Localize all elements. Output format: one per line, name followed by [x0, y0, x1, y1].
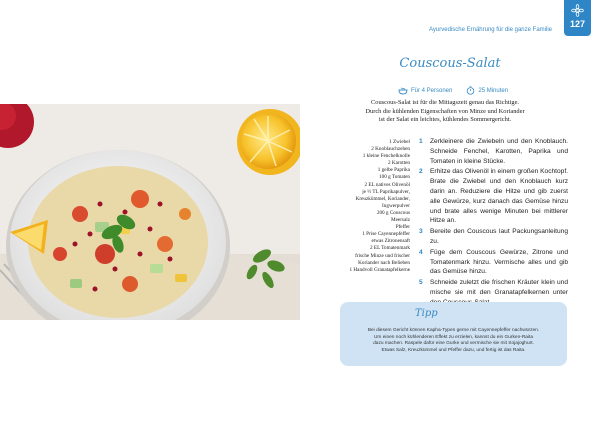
step-item: [419, 137, 568, 166]
time-label: 25 Minuten: [478, 87, 509, 94]
recipe-title: Couscous-Salat: [399, 56, 501, 71]
step-text: Zerkleinere die Zwiebeln und den Knoblauch. Schneide Fenchel, Karotten, Paprika und Tomaten in kleine Stücke.: [430, 138, 568, 165]
intro-line: ist der Salat ein leichtes, kühlendes Sommergericht.: [378, 116, 512, 124]
mandala-icon: [571, 4, 584, 17]
step-text: Erhitze das Olivenöl in einem großen Kochtopf. Brate die Zwiebel und den Knoblauch kurz darin an. Reduziere die Hitze und gib zuerst alle Gewürze, kurz danach das Gemüse hinzu und brate alles wenige Minuten bei mittlerer Hitze an.: [430, 168, 568, 225]
bowl-icon: [398, 87, 408, 95]
recipe-meta: [398, 86, 508, 95]
ingredient-item: Koriander nach Belieben: [358, 259, 410, 266]
instruction-steps: [419, 137, 568, 309]
ingredient-item: 1 Handvoll Granatapfelkerne: [349, 266, 410, 273]
step-number: 4: [419, 248, 423, 256]
intro-line: Durch die kühlenden Eigenschaften von Minze und Koriander: [365, 107, 525, 115]
ingredient-list: [340, 139, 410, 274]
tip-line: Etwas Salz, Kreuzkümmel und Pfeffer dazu, und fertig ist das Raita.: [381, 348, 526, 354]
ingredient-item: Pfeffer: [395, 224, 410, 231]
ingredient-item: 2 Karotten: [387, 160, 410, 167]
step-item: [419, 167, 568, 226]
step-item: [419, 248, 568, 277]
ingredient-item: 200 g Couscous: [376, 209, 410, 216]
ingredient-item: 100 g Tomaten: [379, 174, 410, 181]
tip-line: Bei diesem Gericht können Kapha-Typen gerne mit Cayennepfeffer nachwürzen.: [367, 328, 540, 333]
salad-photo: [0, 104, 300, 320]
step-number: 5: [419, 279, 423, 287]
page-number: 127: [569, 19, 586, 29]
step-text: Bereite den Couscous laut Packungsanleitung zu.: [430, 228, 568, 245]
tip-line: Um einen noch kühlenderen Effekt zu erzielen, kannst du ein Gurken-Raita: [373, 334, 534, 340]
ingredient-item: 2 EL natives Olivenöl: [364, 181, 410, 188]
intro-line: Couscous-Salat ist für die Mittagszeit genau das Richtige.: [370, 99, 520, 106]
step-text: Schneide zuletzt die frischen Kräuter klein und mische sie mit den Granatapfelkernen unter: [430, 279, 568, 296]
tip-line: dazu machen. Raspele dafür eine Gurke und vermische sie mit Sojajoghurt.: [373, 341, 534, 347]
step-number: 2: [419, 168, 423, 176]
ingredient-item: etwas Zitronensaft: [371, 238, 410, 245]
page-number-badge: [564, 0, 591, 36]
ingredient-item: frische Minze und frischer: [355, 252, 410, 259]
tip-box: [340, 302, 567, 366]
ingredient-item: 1 gelbe Paprika: [377, 167, 410, 174]
step-number: 3: [419, 228, 423, 236]
ingredient-item: Kreuzkümmel, Koriander,: [355, 195, 410, 202]
running-header-title: Ayurvedische Ernährung für die ganze Familie: [429, 27, 552, 33]
ingredient-item: Meersalz: [390, 217, 410, 224]
tip-title: Tipp: [415, 308, 438, 319]
step-text: Füge dem Couscous Gewürze, Zitrone und Tomatenmark hinzu. Vermische alles und gib das Gemüse hinzu.: [430, 248, 568, 276]
recipe-intro: [345, 99, 545, 125]
ingredient-item: 1 kleine Fenchelknolle: [362, 153, 410, 160]
ingredient-item: 2 EL Tomatenmark: [370, 245, 410, 252]
ingredient-item: Ingwerpulver: [382, 202, 410, 209]
tip-body: [344, 328, 563, 355]
ingredient-item: 1 Zwiebel: [389, 139, 410, 145]
servings-label: Für 4 Personen: [411, 87, 453, 94]
time-info: [466, 86, 508, 95]
servings-info: [398, 87, 452, 95]
timer-icon: [466, 86, 475, 95]
ingredient-item: 1 Prise Cayennepfeffer: [362, 231, 410, 238]
ingredient-item: je ½ TL Paprikapulver,: [362, 188, 410, 195]
ingredient-item: 2 Knoblauchzehen: [371, 146, 410, 153]
step-number: 1: [419, 138, 423, 145]
step-item: [419, 227, 568, 247]
